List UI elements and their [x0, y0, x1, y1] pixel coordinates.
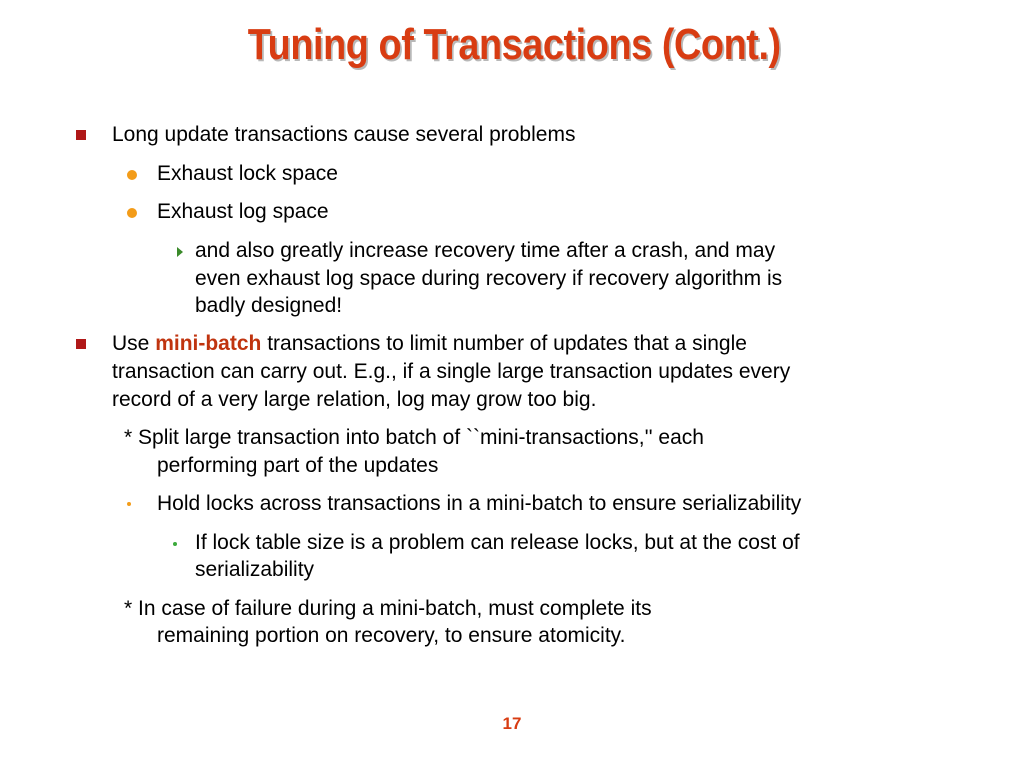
bullet-1-sub-2: Exhaust log space [157, 200, 329, 223]
bullet-2-item-1-line-1: * Split large transaction into batch of ``mini-transactions,'' each [124, 426, 704, 449]
triangle-bullet-icon [177, 247, 183, 257]
bullet-2-item-2-detail-line-2: serializability [195, 558, 315, 581]
square-bullet-icon [76, 339, 86, 349]
bullet-2-item-1-line-2: performing part of the updates [157, 454, 439, 477]
bullet-1-sub-2-detail-line-2: even exhaust log space during recovery if recovery algorithm is [195, 267, 783, 290]
small-dot-bullet-icon [173, 542, 177, 546]
bullet-1-sub-2-detail-line-1: and also greatly increase recovery time after a crash, and may [195, 239, 776, 262]
bullet-2-line-3: record of a very large relation, log may grow too big. [112, 388, 597, 411]
slide-title: Tuning of Transactions (Cont.) [247, 20, 781, 69]
bullet-2-line-1-rest: transactions to limit number of updates that a single [261, 332, 747, 355]
dot-bullet-icon [127, 208, 137, 218]
mini-batch-highlight: mini-batch [155, 332, 262, 355]
bullet-2-item-3-line-1: * In case of failure during a mini-batch, must complete its [124, 597, 652, 620]
bullet-2-item-2-detail-line-1: If lock table size is a problem can release locks, but at the cost of [195, 531, 800, 554]
bullet-2-line-1 [112, 330, 747, 358]
bullet-2-line-2: transaction can carry out. E.g., if a single large transaction updates every [112, 360, 791, 383]
bullet-2-item-2: Hold locks across transactions in a mini-batch to ensure serializability [157, 492, 802, 515]
page-number: 17 [502, 714, 522, 733]
bullet-1-text: Long update transactions cause several problems [112, 123, 576, 146]
square-bullet-icon [76, 130, 86, 140]
small-dot-bullet-icon [127, 502, 131, 506]
dot-bullet-icon [127, 170, 137, 180]
bullet-1-sub-1: Exhaust lock space [157, 162, 338, 185]
bullet-1-sub-2-detail-line-3: badly designed! [195, 294, 343, 317]
bullet-2-prefix: Use [112, 332, 156, 355]
bullet-2-item-3-line-2: remaining portion on recovery, to ensure atomicity. [157, 624, 626, 647]
